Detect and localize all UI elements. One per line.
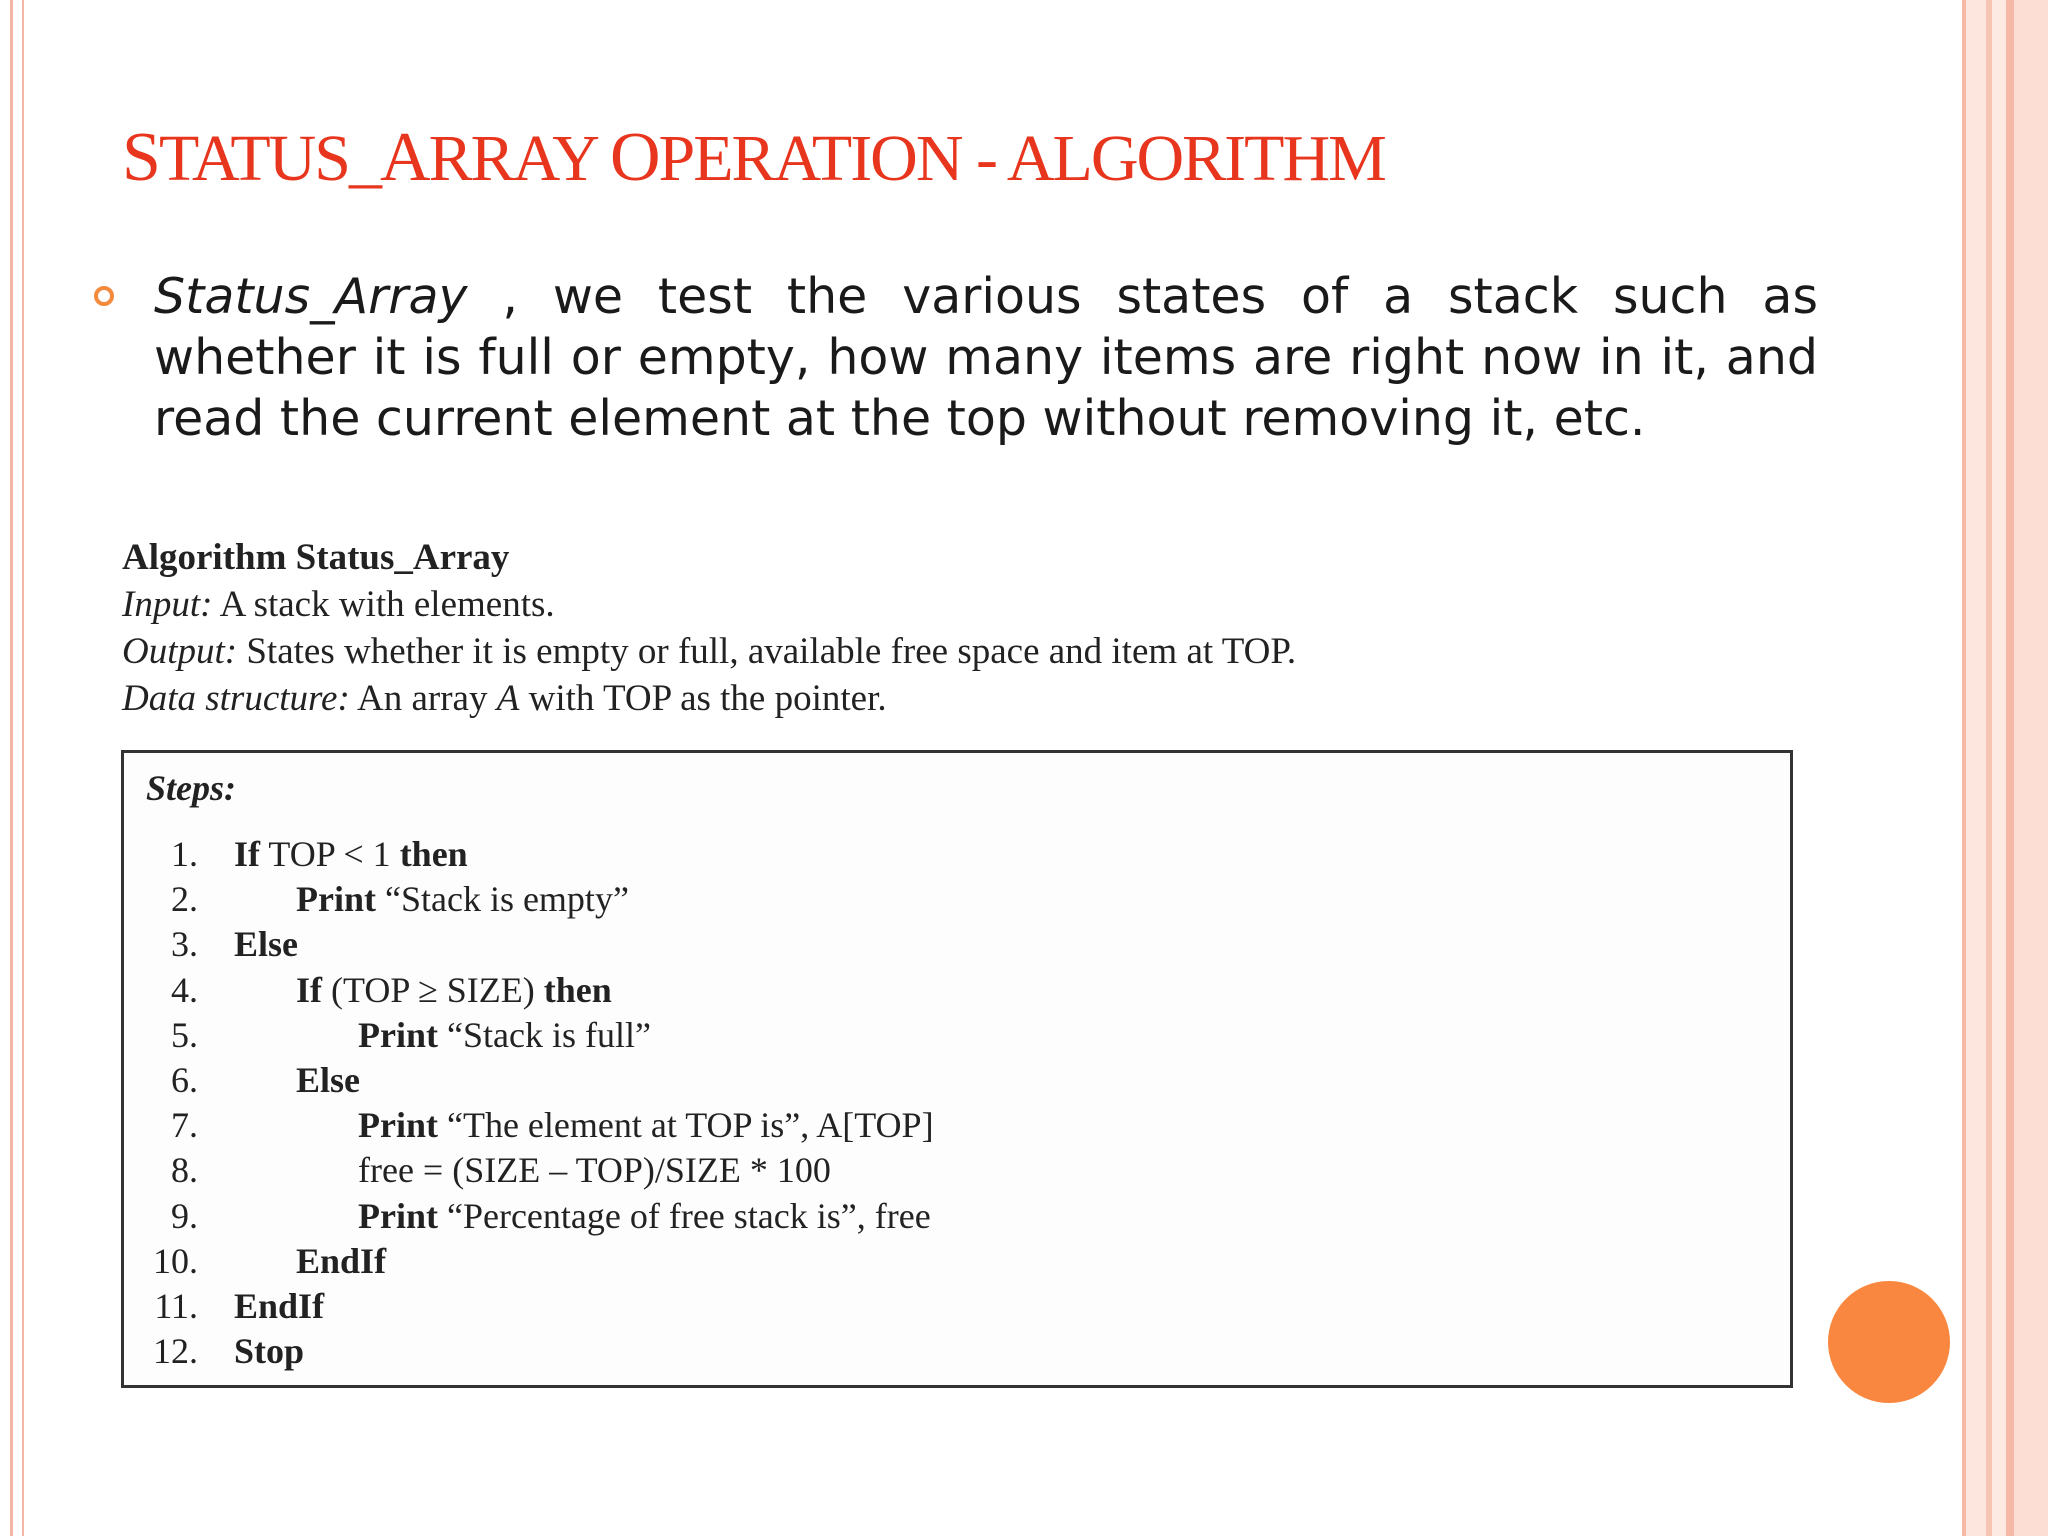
step-keyword: Else — [296, 1060, 361, 1100]
step-code — [234, 833, 468, 875]
step-number: 12. — [153, 1331, 198, 1372]
output-text: States whether it is empty or full, available free space and item at TOP. — [237, 631, 1297, 672]
step-number: 7. — [171, 1105, 198, 1146]
step-code — [234, 1285, 324, 1327]
algorithm-header — [122, 536, 1622, 724]
step-keyword: Stop — [234, 1331, 305, 1372]
step-code — [296, 1240, 386, 1282]
algorithm-output — [122, 630, 1622, 677]
step-code — [358, 1195, 931, 1237]
step-number: 5. — [171, 1014, 198, 1055]
step-code — [358, 1014, 651, 1056]
step-number: 9. — [171, 1195, 198, 1236]
right-border-frame — [1992, 0, 2006, 1536]
step-text: “Stack is empty” — [375, 879, 629, 920]
step-text: “The element at TOP is”, A[TOP] — [437, 1105, 934, 1146]
title-rest: RRAY — [428, 122, 610, 195]
ds-text: with TOP as the pointer. — [519, 678, 887, 719]
title-cap: S — [122, 119, 159, 196]
left-border-line — [22, 0, 24, 1536]
step-number: 3. — [171, 924, 198, 965]
step-keyword: Print — [358, 1014, 438, 1055]
algorithm-data-structure — [122, 677, 1622, 724]
step-keyword: Print — [358, 1195, 438, 1236]
bullet-italic-lead: Status_Array — [154, 268, 468, 325]
step-keyword: If — [234, 834, 260, 874]
output-label: Output: — [122, 631, 238, 672]
step-code — [296, 878, 629, 920]
slide-title — [122, 118, 1385, 198]
step-number: 10. — [153, 1240, 198, 1281]
step-keyword: Print — [296, 879, 376, 920]
ds-label: Data structure: — [122, 678, 350, 719]
steps-title: Steps: — [146, 768, 236, 808]
step-number: 1. — [171, 834, 198, 874]
step-code — [234, 1330, 304, 1372]
step-number: 4. — [171, 969, 198, 1010]
title-rest: TATUS_ — [158, 122, 380, 195]
step-code — [296, 969, 612, 1011]
ds-variable: A — [496, 678, 520, 719]
step-text: TOP < 1 — [260, 834, 400, 874]
step-code — [234, 923, 298, 965]
step-number: 8. — [171, 1150, 198, 1191]
steps-box — [121, 750, 1793, 1388]
step-text: “Stack is full” — [437, 1014, 651, 1055]
step-keyword: then — [399, 834, 468, 874]
title-rest: PERATION - ALGORITHM — [658, 122, 1385, 195]
step-code — [358, 1149, 831, 1191]
algorithm-input — [122, 583, 1622, 630]
step-code — [358, 1104, 934, 1146]
bullet-body: , we test the various states of a stack such as whether it is full or empty, how many items are right now in it, and read the current element at the top without removing it, etc. — [154, 268, 1818, 447]
right-border-frame — [2014, 0, 2048, 1536]
bullet-ring-icon — [94, 286, 114, 306]
ds-text: An array — [349, 678, 497, 719]
step-keyword: Else — [234, 924, 299, 965]
step-number: 11. — [154, 1286, 198, 1326]
orange-circle-decoration — [1828, 1281, 1950, 1403]
input-label: Input: — [122, 584, 213, 625]
step-code — [296, 1059, 360, 1101]
title-cap: O — [609, 119, 659, 196]
step-keyword: then — [543, 969, 612, 1010]
right-border-frame — [1966, 0, 1986, 1536]
bullet-text — [154, 266, 1818, 449]
step-number: 2. — [171, 879, 198, 920]
right-border-frame — [2006, 0, 2014, 1536]
step-text: “Percentage of free stack is”, free — [437, 1195, 931, 1236]
title-cap: A — [380, 119, 429, 196]
step-text: free = (SIZE – TOP)/SIZE * 100 — [358, 1150, 831, 1191]
step-keyword: EndIf — [234, 1286, 325, 1326]
left-border-line — [10, 0, 13, 1536]
input-text: A stack with elements. — [212, 584, 555, 625]
step-keyword: If — [296, 969, 322, 1010]
step-text: (TOP ≥ SIZE) — [322, 969, 544, 1010]
step-keyword: Print — [358, 1105, 438, 1146]
algorithm-heading: Algorithm Status_Array — [122, 537, 510, 578]
step-number: 6. — [171, 1060, 198, 1100]
step-keyword: EndIf — [296, 1240, 387, 1281]
